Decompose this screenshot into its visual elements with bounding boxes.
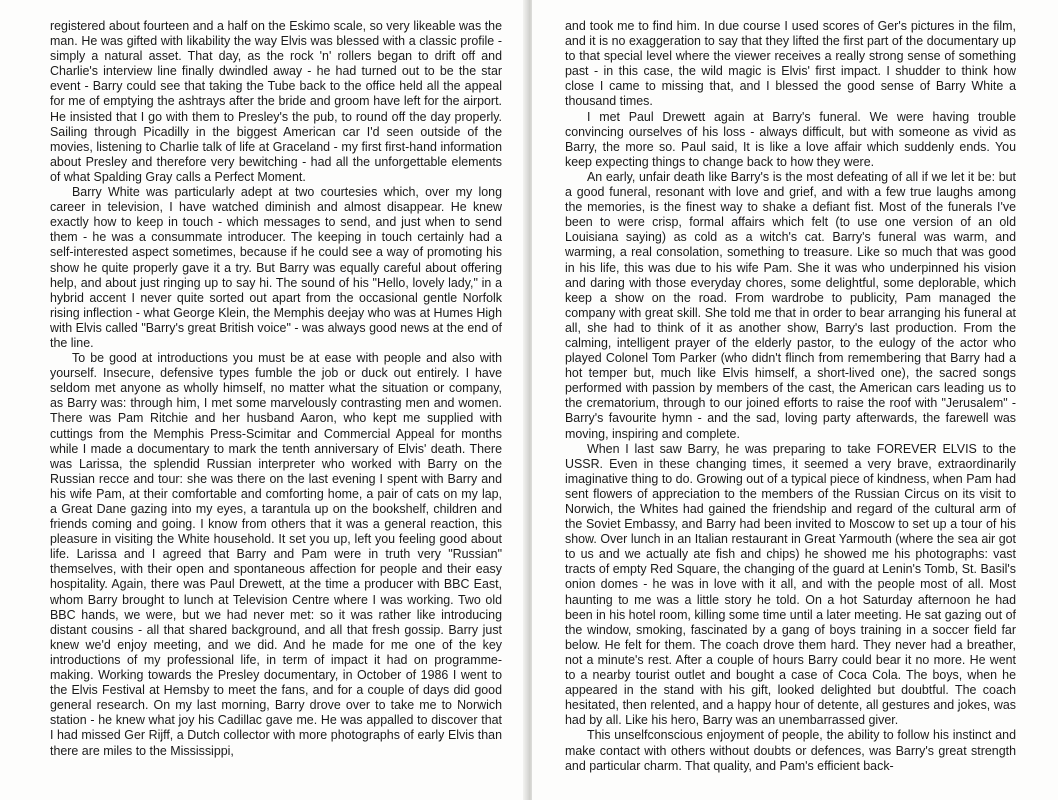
left-paragraph-1: registered about fourteen and a half on the Eskimo scale, so very likeable was the man. He was gifted with likability the way Elvis was blessed with a classic profile - simply a natural asset. That day, as the rock 'n' rollers began to drift off and Charlie's interview line finally dwindled away - he had turned out to be the star event - Barry could see that taking the Tube back to the office held all the appeal for me of emptying the ashtrays after the bride and groom have left for the airport. He insisted that I go with them to Presley's the pub, to round off the day properly. Sailing through Picadilly in the biggest American car I'd seen outside of the movies, listening to Charlie talk of life at Graceland - my first first-hand information about Presley and therefore very bewitching - had all the unforgettable elements of what Spalding Gray calls a Perfect Moment. — [50, 19, 502, 184]
right-paragraph-1: and took me to find him. In due course I used scores of Ger's pictures in the film, and it is no exaggeration to say that they lifted the first part of the documentary up to that special level where the viewer receives a really strong sense of something past - in this case, the wild magic is Elvis' first impact. I shudder to think how close I came to missing that, and I blessed the good sense of Barry White a thousand times. — [565, 19, 1016, 109]
left-page — [0, 0, 526, 800]
left-paragraph-2: Barry White was particularly adept at two courtesies which, over my long career in television, I have watched diminish and almost disappear. He knew exactly how to keep in touch - which messages to send, and just when to send them - he was a consummate introducer. The keeping in touch certainly had a self-interested aspect sometimes, because if he could see a way of promoting his show he quite properly gave it a try. But Barry was equally careful about offering help, and about just ringing up to say hi. The sound of his "Hello, lovely lady," in a hybrid accent I never quite sorted out apart from the occasional gentle Norfolk rising inflection - what George Klein, the Memphis deejay who was at Humes High with Elvis called "Barry's great British voice" - was always good news at the end of the line. — [50, 185, 502, 350]
left-paragraph-3: To be good at introductions you must be at ease with people and also with yourself. Insecure, defensive types fumble the job or duck out entirely. I have seldom met anyone as wholly himself, no matter what the situation or company, as Barry was: through him, I met some marvelously contrasting men and women. There was Pam Ritchie and her husband Aaron, who kept me supplied with cuttings from the Memphis Press-Scimitar and Commercial Appeal for months while I made a documentary to mark the tenth anniversary of Elvis' death. There was Larissa, the splendid Russian interpreter who worked with Barry on the Russian recce and tour: she was there on the last evening I spent with Barry and his wife Pam, at their comfortable and comforting home, a pair of cats on my lap, a Great Dane gazing into my eyes, a tarantula up on the bookshelf, children and friends coming and going. I know from others that it was a general reaction, this pleasure in visiting the White household. It set you up, left you feeling good about life. Larissa and I agreed that Barry and Pam were in truth very "Russian" themselves, with their open and spontaneous affection for people and their easy hospitality. Again, there was Paul Drewett, at the time a producer with BBC East, whom Barry brought to lunch at Television Centre where I was working. Two old BBC hands, we were, but we had never met: so it was rather like introducing distant cousins - all that shared background, and all that fresh gossip. Barry just knew we'd enjoy meeting, and we did. And he made for me one of the key introductions of my professional life, in term of impact it had on programme-making. Working towards the Presley documentary, in October of 1986 I went to the Elvis Festival at Hemsby to meet the fans, and for a couple of days did good general research. On my last morning, Barry drove over to take me to Norwich station - he knew what joy his Cadillac gave me. He was appalled to discover that I had missed Ger Rijff, a Dutch collector with more photographs of early Elvis than there are miles to the Mississippi, — [50, 351, 502, 758]
right-paragraph-3: An early, unfair death like Barry's is the most defeating of all if we let it be: but a good funeral, resonant with love and grief, and with a few true laughs among the memories, is the finest way to shake a defiant fist. Most of the funerals I've been to were crisp, formal affairs which felt (to use one version of an old Louisiana saying) as cold as a witch's cat. Barry's funeral was warm, and warming, a real consolation, something to treasure. Like so much that was good in his life, this was due to his wife Pam. She it was who underpinned his vision and daring with those everyday chores, some delightful, some deplorable, which keep a show on the road. From wardrobe to publicity, Pam managed the company with great skill. She told me that in order to bear arranging his funeral at all, she had to think of it as another show, Barry's last production. From the calming, intelligent prayer of the elderly pastor, to the eulogy of the actor who played Colonel Tom Parker (who didn't flinch from remembering that Barry had a hot temper but, much like Elvis himself, a short-lived one), the sacred songs performed with passion by members of the cast, the American cars leading us to the crematorium, through to our joined efforts to raise the roof with "Jerusalem" - Barry's favourite hymn - and the sad, loving party afterwards, the farewell was moving, inspiring and complete. — [565, 169, 1016, 441]
right-paragraph-5: This unselfconscious enjoyment of people, the ability to follow his instinct and make contact with others without doubts or defences, was Barry's great strength and particular charm. That quality, and Pam's efficient back- — [565, 728, 1016, 773]
right-paragraph-2: I met Paul Drewett again at Barry's funeral. We were having trouble convincing ourselves of his loss - always difficult, but with someone as vivid as Barry, the more so. Paul said, It is like a love affair which suddenly ends. You keep expecting things to change back to how they were. — [565, 109, 1016, 169]
right-paragraph-4: When I last saw Barry, he was preparing to take FOREVER ELVIS to the USSR. Even in these changing times, it seemed a very brave, extraordinarily imaginative thing to do. Growing out of a typical piece of kindness, when Pam had sent flowers of appreciation to the members of the Russian Circus on its visit to Norwich, the Whites had gained the friendship and regard of the cultural arm of the Soviet Embassy, and Barry had been invited to Moscow to set up a tour of his show. Over lunch in an Italian restaurant in Great Yarmouth (where the sea air got to us and we actually ate fish and chips) he showed me his photographs: vast tracts of empty Red Square, the changing of the guard at Lenin's Tomb, St. Basil's onion domes - he was in love with it all, and with the people most of all. Most haunting to me was a little story he told. On a hot Saturday afternoon he had been in his hotel room, killing some time until a later meeting. He sat gazing out of the window, smoking, fascinated by a gang of boys training in a soccer field far below. He felt for them. The coach drove them hard. They never had a breather, not a minute's rest. After a couple of hours Barry could bear it no more. He went to a nearby tourist outlet and bought a case of Coca Cola. The boys, when he appeared in the stand with his gift, looked delighted but doubtful. The coach hesitated, then relented, and a happy hour of detente, all gestures and jokes, was had by all. Like his hero, Barry was an unembarrassed giver. — [565, 441, 1016, 728]
right-page — [532, 0, 1058, 800]
